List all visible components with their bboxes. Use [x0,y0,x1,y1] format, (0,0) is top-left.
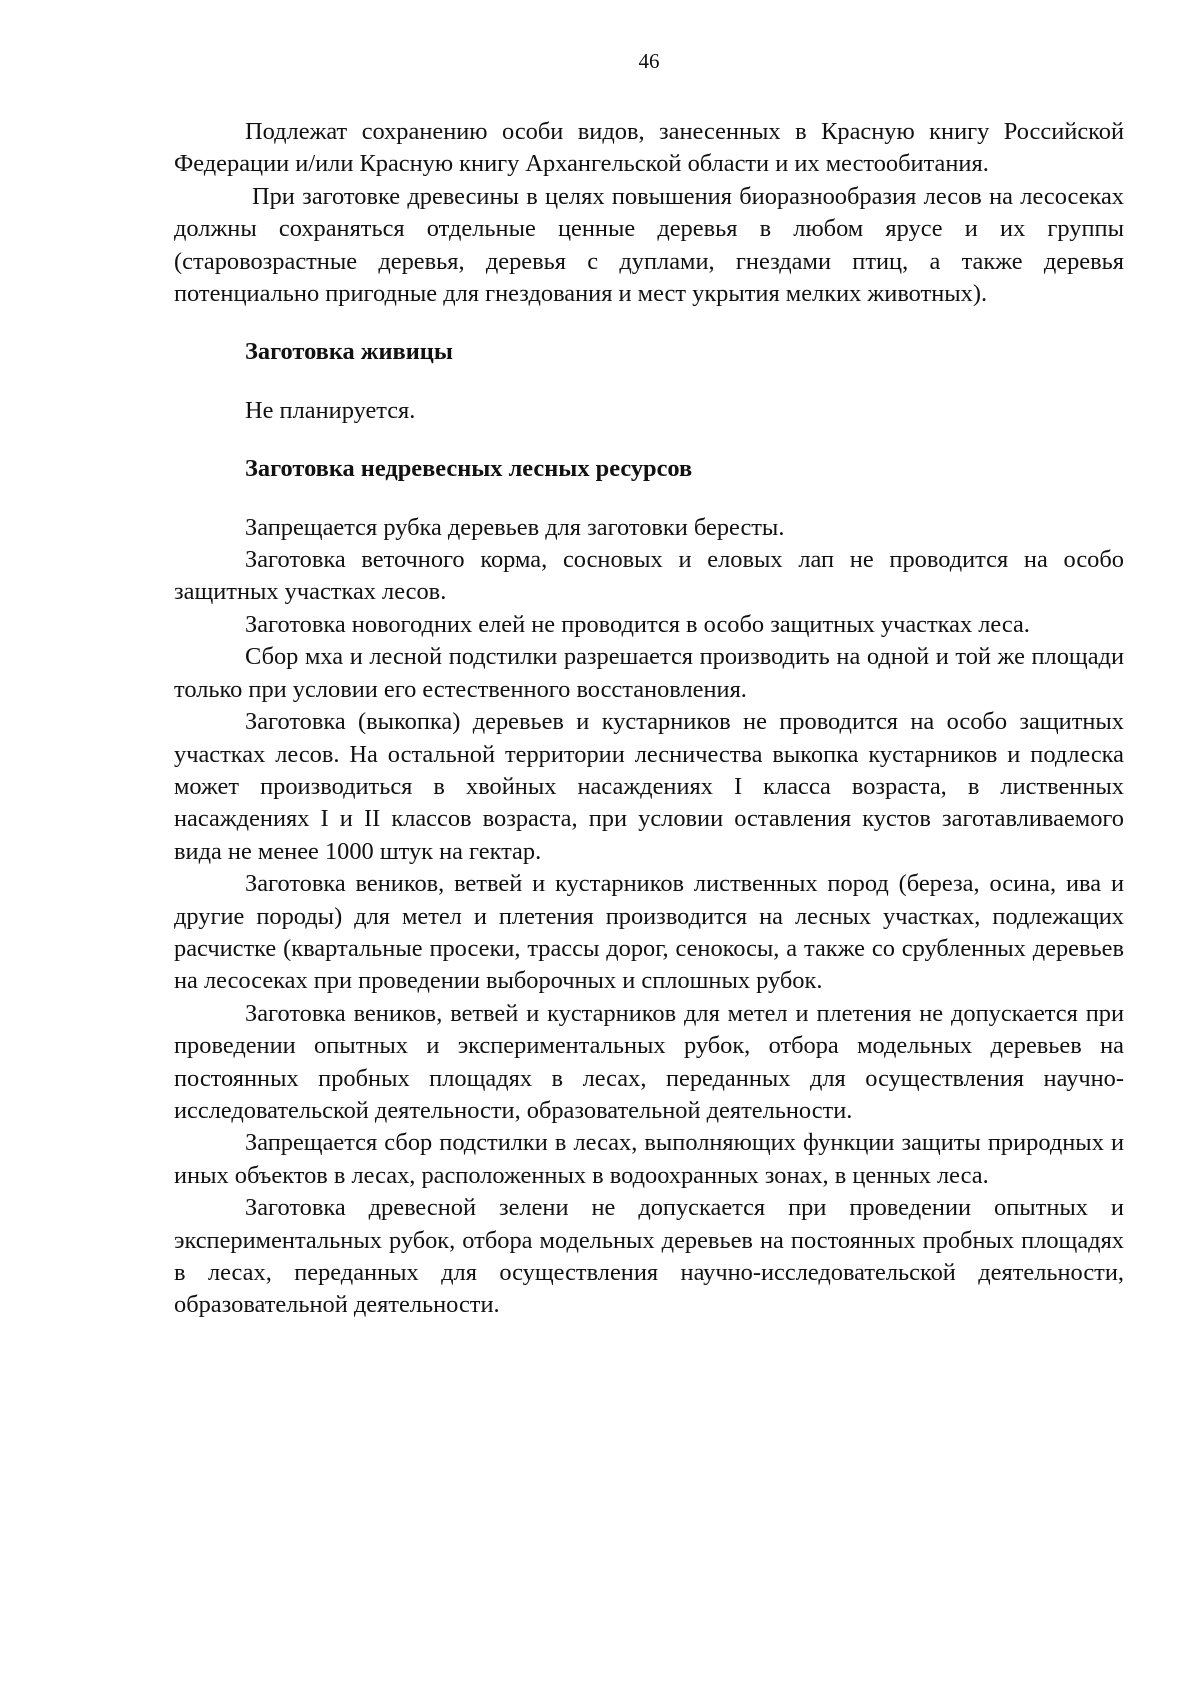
paragraph-greenery-prohibited: Заготовка древесной зелени не допускается при проведении опытных и экспериментальных рубок, отбора модельных деревьев на постоянных пробных площадях в лесах, переданных для осуществления научно-исследовательской деятельности, образовательной деятельности. [174,1194,1124,1319]
heading-nonwood-resources: Заготовка недревесных лесных ресурсов [245,455,693,483]
paragraph-branch-feed: Заготовка веточного корма, сосновых и еловых лап не проводится на особо защитных участках лесов. [174,546,1124,606]
paragraph-red-book: Подлежат сохранению особи видов, занесенных в Красную книгу Российской Федерации и/или Красную книгу Архангельской области и их местообитания. [174,118,1124,178]
paragraph-birch-bark: Запрещается рубка деревьев для заготовки бересты. [245,513,785,541]
paragraph-moss-litter: Сбор мха и лесной подстилки разрешается производить на одной и той же площади только при условии его естественного восстановления. [174,643,1124,703]
document-body [174,116,1124,1322]
paragraph-litter-prohibited: Запрещается сбор подстилки в лесах, выполняющих функции защиты природных и иных объектов в лесах, расположенных в водоохранных зонах, в ценных леса. [174,1129,1124,1189]
paragraph-resin-not-planned: Не планируется. [245,396,416,424]
paragraph-brooms-prohibited: Заготовка веников, ветвей и кустарников для метел и плетения не допускается при проведении опытных и экспериментальных рубок, отбора модельных деревьев на постоянных пробных площадях в лесах, переданных для осуществления научно-исследовательской деятельности, образовательной деятельности. [174,999,1124,1124]
paragraph-digging-shrubs: Заготовка (выкопка) деревьев и кустарников не проводится на особо защитных участках лесов. На остальной территории лесничества выкопка кустарников и подлеска может производиться в хвойных насаждениях I класса возраста, в лиственных насаждениях I и II классов возраста, при условии оставления кустов заготавливаемого вида не менее 1000 штук на гектар. [174,708,1124,865]
paragraph-new-year-trees: Заготовка новогодних елей не проводится в особо защитных участках леса. [245,610,1030,638]
paragraph-brooms-allowed: Заготовка веников, ветвей и кустарников лиственных пород (береза, осина, ива и другие породы) для метел и плетения производится на лесных участках, подлежащих расчистке (квартальные просеки, трассы дорог, сенокосы, а также со срубленных деревьев на лесосеках при проведении выборочных и сплошных рубок. [174,870,1124,995]
paragraph-biodiversity: При заготовке древесины в целях повышения биоразнообразия лесов на лесосеках должны сохраняться отдельные ценные деревья в любом ярусе и их группы (старовозрастные деревья, деревья с дуплами, гнездами птиц, а также деревья потенциально пригодные для гнездования и мест укрытия мелких животных). [174,182,1124,308]
heading-resin: Заготовка живицы [245,338,453,366]
page-number: 46 [638,49,660,73]
